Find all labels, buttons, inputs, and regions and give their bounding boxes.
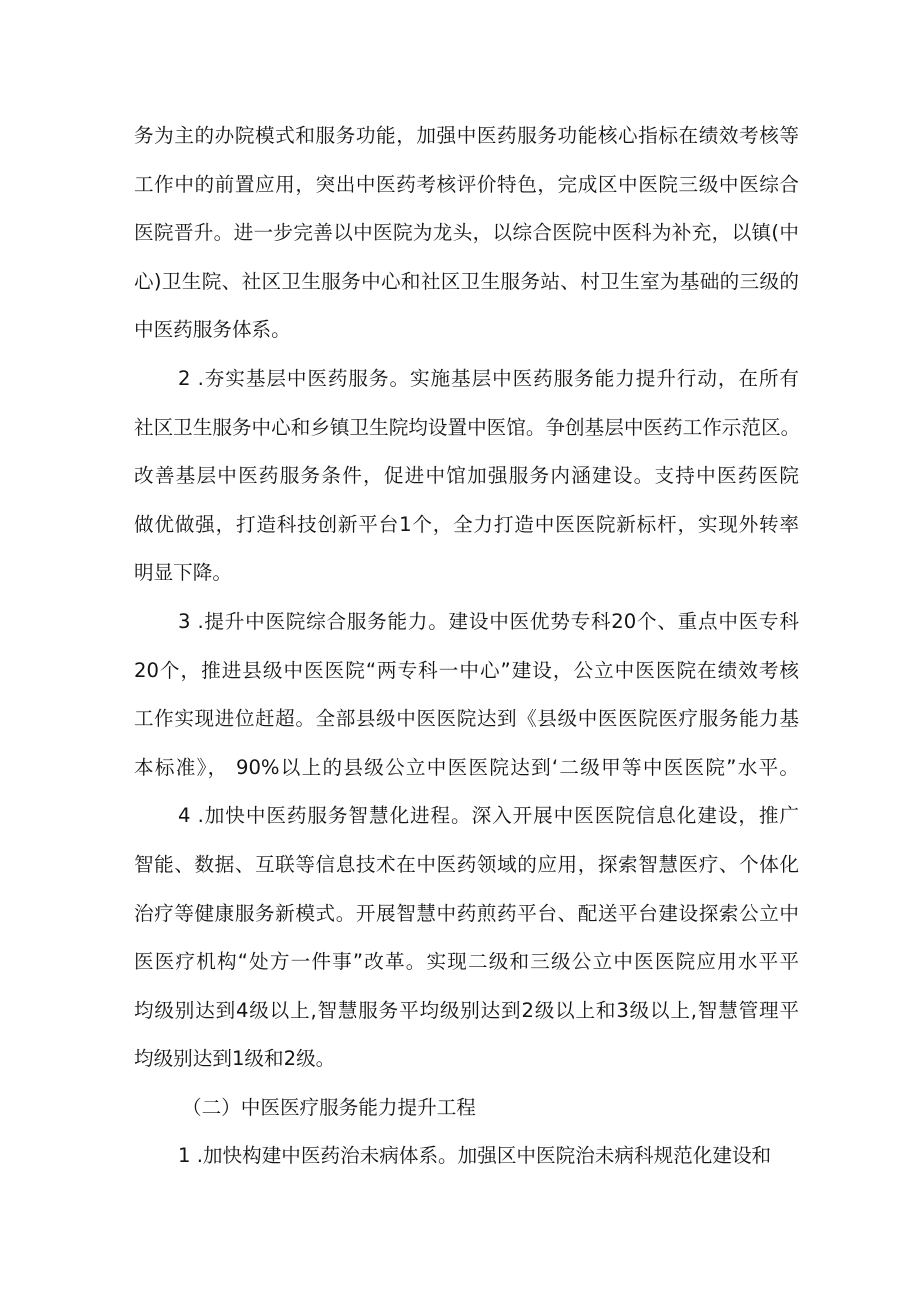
- text-line: 做优做强，打造科技创新平台1个，全力打造中医医院新标杆，实现外转率: [134, 512, 799, 536]
- paragraph-sub-item-1: [134, 1132, 799, 1181]
- text-line: 20个，推进县级中医医院“两专科一中心”建设，公立中医医院在绩效考核: [134, 658, 799, 682]
- text-line: 智能、数据、互联等信息技术在中医药领域的应用，探索智慧医疗、个体化: [134, 852, 799, 876]
- text-line: 本标准》， 90%以上的县级公立中医医院达到‘二级甲等中医医院”水平。: [134, 755, 799, 779]
- text-line: 明显下降。: [134, 561, 232, 585]
- text-line: 中医药服务体系。: [134, 318, 291, 342]
- document-body: [134, 112, 799, 1181]
- text-line: 均级别达到4级以上,智慧服务平均级别达到2级以上和3级以上,智慧管理平: [134, 998, 799, 1022]
- text-line: 4 .加快中医药服务智慧化进程。深入开展中医医院信息化建设，推广: [178, 804, 799, 828]
- text-line: 心)卫生院、社区卫生服务中心和社区卫生服务站、村卫生室为基础的三级的: [134, 269, 799, 293]
- paragraph-service-system: [134, 112, 799, 355]
- text-line: 3 .提升中医院综合服务能力。建设中医优势专科20个、重点中医专科: [178, 609, 799, 633]
- paragraph-item-3: [134, 598, 799, 792]
- paragraph-item-2: [134, 355, 799, 598]
- section-heading-text: （二）中医医疗服务能力提升工程: [182, 1095, 476, 1119]
- text-line: 医院晋升。进一步完善以中医院为龙头，以综合医院中医科为补充，以镇(中: [134, 221, 799, 245]
- text-line: 治疗等健康服务新模式。开展智慧中药煎药平台、配送平台建设探索公立中: [134, 901, 799, 925]
- text-line: 改善基层中医药服务条件，促进中馆加强服务内涵建设。支持中医药医院: [134, 464, 799, 488]
- text-line: 社区卫生服务中心和乡镇卫生院均设置中医馆。争创基层中医药工作示范区。: [134, 415, 801, 439]
- text-line: 均级别达到1级和2级。: [134, 1047, 336, 1071]
- text-line: 2 .夯实基层中医药服务。实施基层中医药服务能力提升行动，在所有: [178, 366, 799, 390]
- text-line: 1 .加快构建中医药治未病体系。加强区中医院治未病科规范化建设和: [178, 1144, 772, 1168]
- paragraph-item-4: [134, 792, 799, 1084]
- text-line: 工作中的前置应用，突出中医药考核评价特色，完成区中医院三级中医综合: [134, 172, 799, 196]
- text-line: 医医疗机构“处方一件事”改革。实现二级和三级公立中医医院应用水平平: [134, 950, 799, 974]
- text-line: 务为主的办院模式和服务功能，加强中医药服务功能核心指标在绩效考核等: [134, 124, 799, 147]
- section-heading: [134, 1084, 799, 1133]
- text-line: 工作实现进位赶超。全部县级中医医院达到《县级中医医院医疗服务能力基: [134, 707, 799, 731]
